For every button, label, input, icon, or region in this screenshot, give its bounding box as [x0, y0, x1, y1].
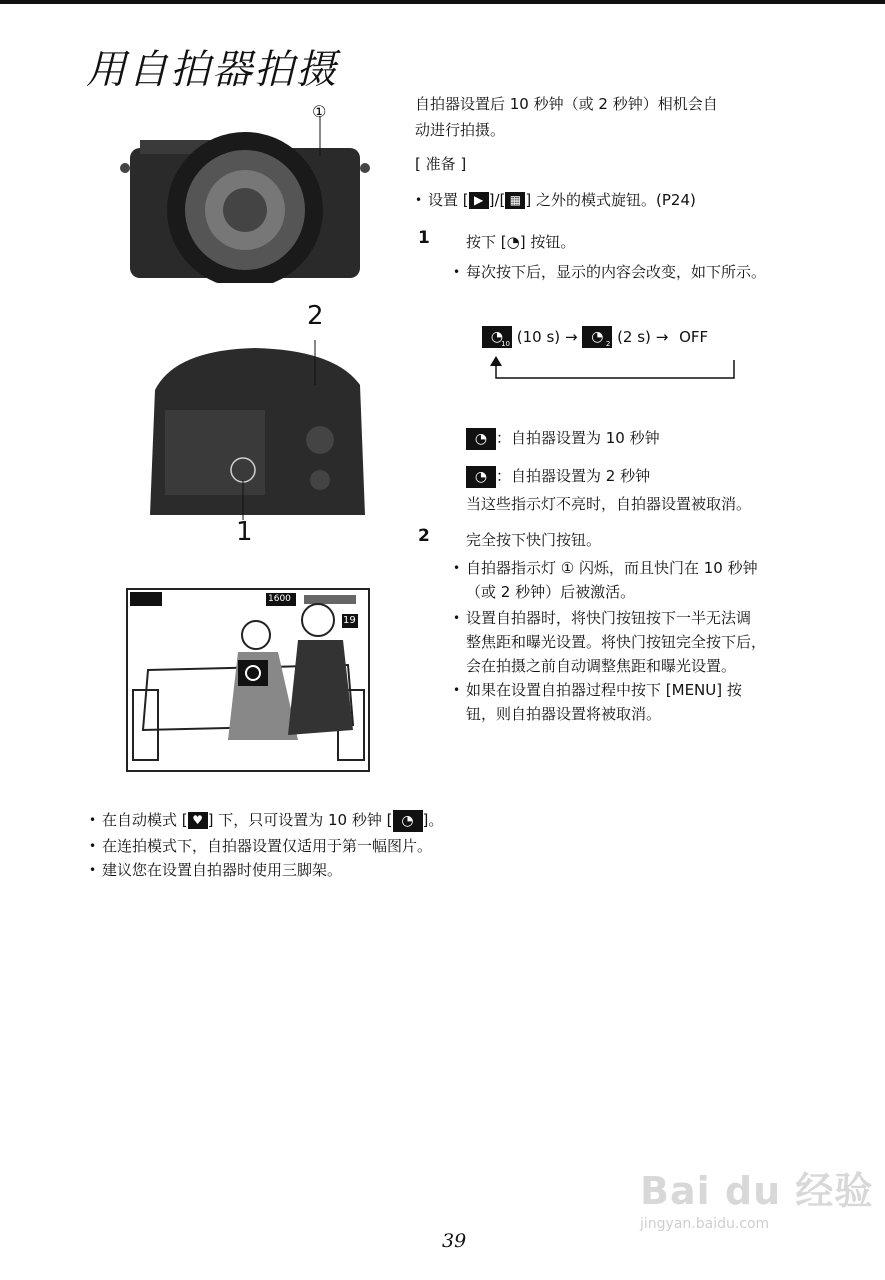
lcd-counter: 1600 — [268, 594, 291, 604]
timer-10s-icon: ◔ — [393, 810, 423, 832]
back-callout-top: 2 — [307, 301, 324, 331]
legend-2s — [466, 464, 650, 488]
note-1-mid: ] 下，只可设置为 10 秒钟 [ — [207, 811, 393, 829]
note-1-post: ]。 — [422, 811, 444, 829]
note-3: • 建议您在设置自拍器时使用三脚架。 — [102, 858, 342, 882]
flow-item-10s: (10 s) — [516, 328, 561, 346]
step-2-bullet-1-line-1: • 自拍器指示灯 ① 闪烁，而且快门在 10 秒钟 — [466, 556, 758, 580]
timer-10s-icon: ◔ 10 — [482, 326, 512, 348]
step-2-number: 2 — [418, 526, 430, 546]
intro-line-2: 动进行拍摄。 — [415, 121, 506, 139]
page-title: 用自拍器拍摄 — [86, 47, 338, 93]
flow-item-2s: (2 s) — [617, 328, 651, 346]
step-1-bullet: • 每次按下后，显示的内容会改变，如下所示。 — [466, 260, 766, 284]
page-number: 39 — [442, 1230, 467, 1252]
step-1-number: 1 — [418, 228, 430, 248]
step-1-text — [466, 230, 575, 254]
lcd-remaining: 19 — [343, 615, 356, 626]
step-2-bullet-2-line-1: • 设置自拍器时，将快门按钮按下一半无法调 — [466, 606, 751, 630]
flow-return-arrow — [482, 326, 782, 386]
camera-back-illustration — [135, 330, 375, 530]
step-1-text-post: ] 按钮。 — [519, 233, 576, 251]
legend-cancel-note: 当这些指示灯不亮时，自拍器设置被取消。 — [466, 495, 752, 513]
prep-bullet-post: ] 之外的模式旋钮。(P24) — [525, 191, 696, 209]
self-timer-icon: ◔ — [506, 233, 520, 251]
lcd-preview — [126, 588, 370, 772]
prep-label: [ 准备 ] — [415, 155, 467, 173]
movie-icon: ▦ — [505, 192, 525, 209]
timer-2s-icon: ◔ 2 — [582, 326, 612, 348]
timer-10s-icon: ◔ — [466, 428, 496, 450]
step-2-bullet-3-line-2: 钮，则自拍器设置将被取消。 — [466, 705, 662, 723]
heart-icon: ♥ — [188, 812, 208, 829]
top-rule — [0, 0, 885, 4]
note-2: • 在连拍模式下，自拍器设置仅适用于第一幅图片。 — [102, 834, 432, 858]
playback-icon: ▶ — [469, 192, 489, 209]
step-2-bullet-2-line-3: 会在拍摄之前自动调整焦距和曝光设置。 — [466, 657, 737, 675]
flow-item-off: OFF — [679, 328, 709, 346]
baidu-watermark-url: jingyan.baidu.com — [640, 1216, 770, 1232]
note-1-pre: 在自动模式 [ — [102, 811, 188, 829]
step-2-bullet-2-line-2: 整焦距和曝光设置。将快门按钮完全按下后， — [466, 633, 767, 651]
timer-2s-icon: ◔ — [466, 466, 496, 488]
prep-bullet-mid: ]/[ — [488, 191, 506, 209]
legend-2s-text: ：自拍器设置为 2 秒钟 — [496, 467, 651, 485]
flow-arrow-2: → — [655, 328, 669, 346]
lcd-scene — [128, 590, 368, 770]
prep-bullet — [428, 188, 696, 212]
step-1-text-pre: 按下 [ — [466, 233, 507, 251]
baidu-watermark-logo: Bai du 经验 — [640, 1169, 874, 1213]
camera-front-illustration — [115, 98, 375, 283]
front-callout: ① — [312, 102, 327, 121]
legend-10s-text: ：自拍器设置为 10 秒钟 — [496, 429, 660, 447]
back-callout-bottom: 1 — [236, 517, 253, 547]
prep-bullet-pre: 设置 [ — [428, 191, 469, 209]
step-2-bullet-3-line-1: • 如果在设置自拍器过程中按下 [MENU] 按 — [466, 678, 742, 702]
timer-flow-diagram — [482, 326, 782, 386]
step-2-text: 完全按下快门按钮。 — [466, 531, 602, 549]
step-2-bullet-1-line-2: （或 2 秒钟）后被激活。 — [466, 583, 636, 601]
intro-line-1: 自拍器设置后 10 秒钟（或 2 秒钟）相机会自 — [415, 95, 718, 113]
note-1 — [102, 808, 443, 832]
legend-10s — [466, 426, 660, 450]
flow-arrow-1: → — [564, 328, 578, 346]
